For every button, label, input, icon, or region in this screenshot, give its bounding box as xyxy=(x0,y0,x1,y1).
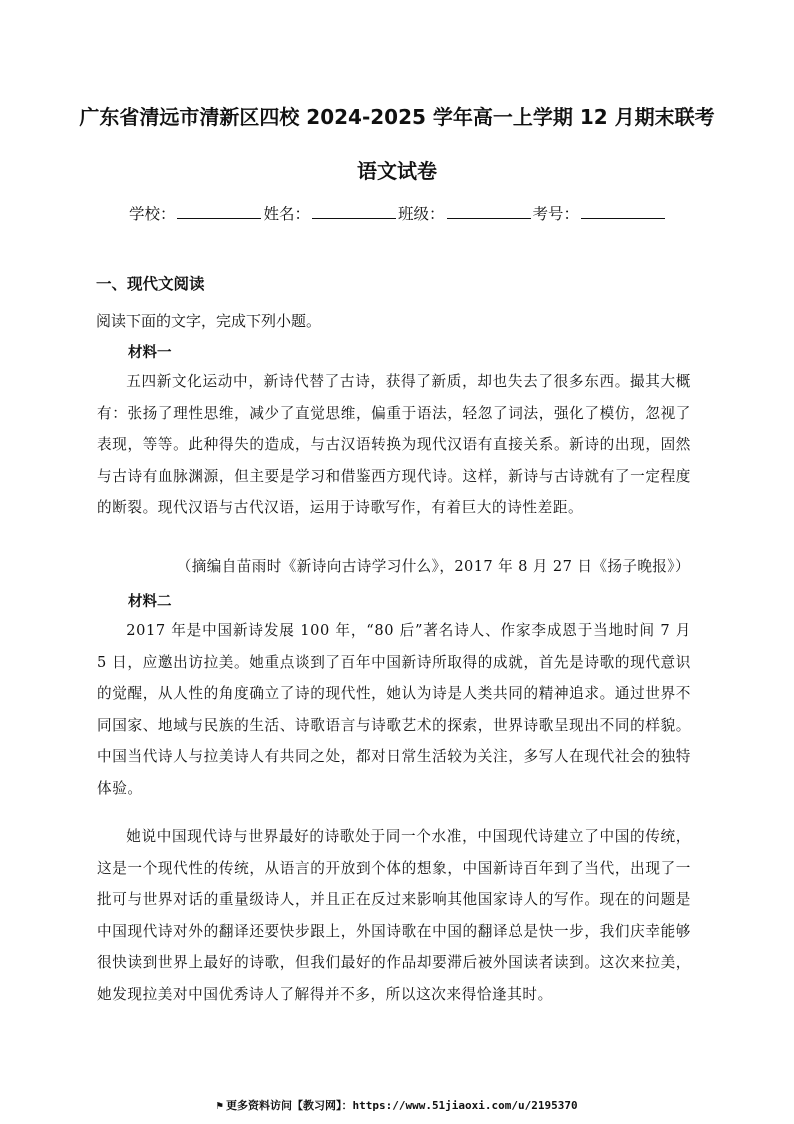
material-two-heading: 材料二 xyxy=(128,594,172,610)
school-field xyxy=(129,202,262,224)
school-label: 学校： xyxy=(128,205,176,223)
exam-no-label: 考号： xyxy=(532,205,580,223)
class-label: 班级： xyxy=(398,205,445,223)
exam-no-field xyxy=(533,202,666,224)
reading-instruction: 阅读下面的文字，完成下列小题。 xyxy=(96,312,322,330)
footer xyxy=(0,1097,794,1113)
exam-subtitle: 语文试卷 xyxy=(357,159,437,183)
material-one-heading: 材料一 xyxy=(128,345,172,361)
school-blank[interactable] xyxy=(177,204,261,219)
name-blank[interactable] xyxy=(312,204,396,219)
name-label: 姓名： xyxy=(263,205,310,223)
material-two-paragraph-2: 她说中国现代诗与世界最好的诗歌处于同一个水准，中国现代诗建立了中国的传统，这是一个现代性的传统，从语言的开放到个体的想象，中国新诗百年到了当代，出现了一批可与世界对话的重量级诗人，并且正在反过来影响其他国家诗人的写作。现在的问题是中国现代诗对外的翻译还要快步跟上，外国诗歌在中国的翻译总是快一步，我们庆幸能够很快读到世界上最好的诗歌，但我们最好的作品却要滞后被外国读者读到。这次来拉美，她发现拉美对中国优秀诗人了解得并不多，所以这次来得恰逢其时。 xyxy=(97,828,691,1003)
exam-no-blank[interactable] xyxy=(581,204,665,219)
name-field xyxy=(263,202,396,224)
flag-icon: ⚑ xyxy=(216,1099,223,1112)
class-field xyxy=(398,202,531,224)
exam-title: 广东省清远市清新区四校 2024-2025 学年高一上学期 12 月期末联考 xyxy=(79,105,715,129)
class-blank[interactable] xyxy=(447,204,531,219)
student-info-row xyxy=(0,202,794,224)
material-two-paragraph-1: 2017 年是中国新诗发展 100 年，“80 后”著名诗人、作家李成恩于当地时间 7 月 5 日，应邀出访拉美。她重点谈到了百年中国新诗所取得的成就，首先是诗歌的现代意识的觉醒，从人性的角度确立了诗的现代性，她认为诗是人类共同的精神追求。通过世界不同国家、地域与民族的生活、诗歌语言与诗歌艺术的探索，世界诗歌呈现出不同的样貌。中国当代诗人与拉美诗人有共同之处，都对日常生活较为关注，多写人在现代社会的独特体验。 xyxy=(97,622,691,797)
material-one-source: （摘编自苗雨时《新诗向古诗学习什么》，2017 年 8 月 27 日《扬子晚报》） xyxy=(176,558,690,575)
section-heading: 一、现代文阅读 xyxy=(96,275,205,293)
footer-link[interactable]: 更多资料访问【教习网】：https://www.51jiaoxi.com/u/2195370 xyxy=(225,1099,578,1112)
material-one-paragraph: 五四新文化运动中，新诗代替了古诗，获得了新质，却也失去了很多东西。撮其大概有：张扬了理性思维，减少了直觉思维，偏重于语法，轻忽了词法，强化了模仿，忽视了表现，等等。此种得失的造成，与古汉语转换为现代汉语有直接关系。新诗的出现，固然与古诗有血脉渊源，但主要是学习和借鉴西方现代诗。这样，新诗与古诗就有了一定程度的断裂。现代汉语与古代汉语，运用于诗歌写作，有着巨大的诗性差距。 xyxy=(97,373,691,516)
